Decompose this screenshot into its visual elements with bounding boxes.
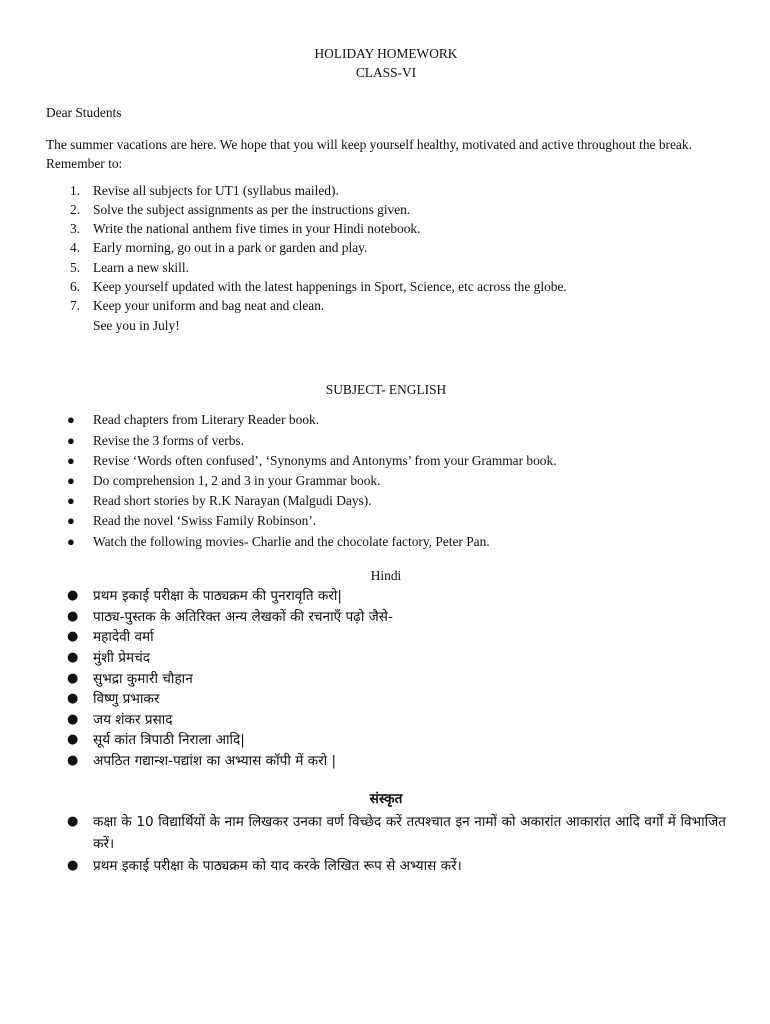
bullet-icon: ● <box>67 711 79 727</box>
list-item: 5. Learn a new skill. <box>70 259 189 275</box>
document-title: HOLIDAY HOMEWORK <box>314 46 458 61</box>
sanskrit-list <box>46 811 726 877</box>
english-list <box>46 410 726 551</box>
list-item: 6. Keep yourself updated with the latest happenings in Sport, Science, etc across the globe. <box>70 278 567 294</box>
bullet-icon: ● <box>67 650 79 666</box>
list-item: 2. Solve the subject assignments as per the instructions given. <box>70 201 411 217</box>
list-item: ● अपठित गद्यान्श-पद्यांश का अभ्यास कॉपी में करो | <box>46 751 726 772</box>
reminder-list <box>46 181 726 335</box>
bullet-icon: ● <box>67 732 79 748</box>
bullet-icon: ● <box>67 670 79 686</box>
list-item: ● सुभद्रा कुमारी चौहान <box>46 669 726 690</box>
list-item: ● सूर्य कांत त्रिपाठी निराला आदि| <box>46 730 726 751</box>
list-item: ● Do comprehension 1, 2 and 3 in your Grammar book. <box>46 471 726 491</box>
bullet-icon: ● <box>67 533 75 549</box>
list-item: 7. Keep your uniform and bag neat and clean. <box>70 298 325 314</box>
list-item: ● मुंशी प्रेमचंद <box>46 648 726 669</box>
hindi-heading: Hindi <box>370 567 402 583</box>
bullet-icon: ● <box>67 452 75 468</box>
hindi-list <box>46 586 726 771</box>
list-item: 4. Early morning, go out in a park or garden and play. <box>70 240 368 256</box>
bullet-icon: ● <box>67 513 75 529</box>
list-item: ● कक्षा के 10 विद्यार्थियों के नाम लिखकर उनका वर्ण विच्छेद करें तत्पश्चात इन नामों को अकारांत आकारांत आदि वर्गों में विभाजित करें। <box>46 811 726 855</box>
list-item: ● विष्णु प्रभाकर <box>46 689 726 710</box>
bullet-icon: ● <box>67 814 79 830</box>
bullet-icon: ● <box>67 412 75 428</box>
bullet-icon: ● <box>67 858 79 874</box>
list-item: ● प्रथम इकाई परीक्षा के पाठ्यक्रम को याद करके लिखित रूप से अभ्यास करें। <box>46 855 726 877</box>
greeting: Dear Students <box>46 105 122 120</box>
bullet-icon: ● <box>67 629 79 645</box>
list-item: ● Watch the following movies- Charlie and the chocolate factory, Peter Pan. <box>46 532 726 552</box>
class-label: CLASS-VI <box>355 65 417 80</box>
bullet-icon: ● <box>67 753 79 769</box>
bullet-icon: ● <box>67 472 75 488</box>
list-item: ● पाठ्य-पुस्तक के अतिरिक्त अन्य लेखकों की रचनाएँ पढ़ो जैसे- <box>46 607 726 628</box>
intro-paragraph: The summer vacations are here. We hope that you will keep yourself healthy, motivated and active throughout the break. Remember to: <box>46 136 692 171</box>
list-item: ● Read short stories by R.K Narayan (Malgudi Days). <box>46 491 726 511</box>
bullet-icon: ● <box>67 493 75 509</box>
list-item: ● जय शंकर प्रसाद <box>46 710 726 731</box>
bullet-icon: ● <box>67 608 79 624</box>
list-item: ● Revise ‘Words often confused’, ‘Synonyms and Antonyms’ from your Grammar book. <box>46 451 726 471</box>
homework-document <box>46 44 726 877</box>
list-item: 3. Write the national anthem five times in your Hindi notebook. <box>70 221 421 237</box>
list-item: 1. Revise all subjects for UT1 (syllabus mailed). <box>70 182 339 198</box>
list-item: ● Read the novel ‘Swiss Family Robinson’. <box>46 511 726 531</box>
bullet-icon: ● <box>67 432 75 448</box>
sanskrit-heading: संस्कृत <box>369 790 403 807</box>
list-item: ● Revise the 3 forms of verbs. <box>46 431 726 451</box>
list-item: ● महादेवी वर्मा <box>46 627 726 648</box>
signoff: See you in July! <box>93 317 180 333</box>
list-item: ● Read chapters from Literary Reader book. <box>46 410 726 430</box>
bullet-icon: ● <box>67 588 79 604</box>
list-item: ● प्रथम इकाई परीक्षा के पाठ्यक्रम की पुनरावृति करो| <box>46 586 726 607</box>
bullet-icon: ● <box>67 691 79 707</box>
english-heading: SUBJECT- ENGLISH <box>325 381 447 397</box>
